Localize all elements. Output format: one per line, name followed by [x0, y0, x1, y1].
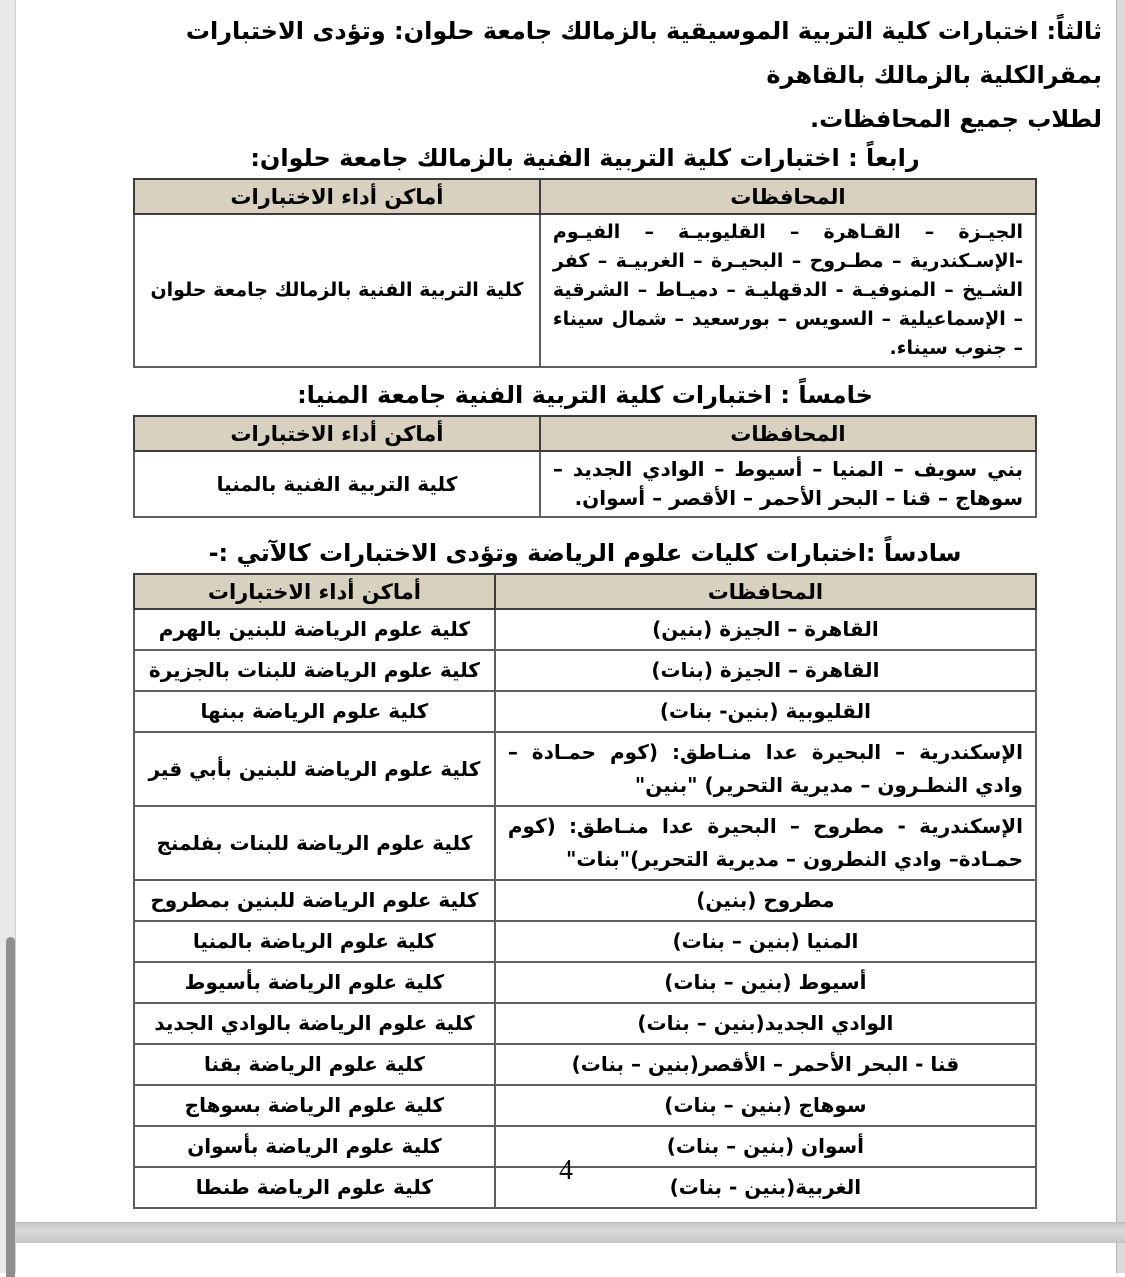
- sport-sciences-table: [133, 573, 1037, 1209]
- page-gap-separator: [0, 1222, 1125, 1243]
- exam-locations-header: أماكن أداء الاختبارات: [134, 179, 540, 214]
- intro-paragraph: [16, 0, 1116, 141]
- governorates-header: المحافظات: [540, 179, 1036, 214]
- governorates-cell: أسيوط (بنين – بنات): [495, 962, 1036, 1003]
- page-content: [16, 0, 1116, 1223]
- table-row: [134, 880, 1036, 921]
- governorates-cell: القاهرة – الجيزة (بنين): [495, 609, 1036, 650]
- exam-location-cell: كلية علوم الرياضة للبنين بالهرم: [134, 609, 495, 650]
- table-row: [134, 609, 1036, 650]
- next-page-top-edge: [16, 1243, 1116, 1273]
- exam-location-cell: كلية علوم الرياضة طنطا: [134, 1167, 495, 1208]
- exam-location-cell: كلية علوم الرياضة بأسوان: [134, 1126, 495, 1167]
- governorates-header: المحافظات: [495, 574, 1036, 609]
- intro-line-1: ثالثاً: اختبارات كلية التربية الموسيقية بالزمالك جامعة حلوان: وتؤدى الاختبارات بمقرالكلية بالزمالك بالقاهرة: [185, 17, 1102, 89]
- document-page: [16, 0, 1116, 1223]
- governorates-cell: القاهرة – الجيزة (بنات): [495, 650, 1036, 691]
- table-header-row: [134, 416, 1036, 451]
- table-body: [134, 214, 1036, 367]
- table-header-row: [134, 179, 1036, 214]
- table-header-row: [134, 574, 1036, 609]
- fine-arts-zamalek-table: [133, 178, 1037, 368]
- heading-fourth-section: رابعاً : اختبارات كلية التربية الفنية بالزمالك جامعة حلوان:: [250, 144, 920, 172]
- table-row: [134, 1085, 1036, 1126]
- exam-location-cell: كلية التربية الفنية بالمنيا: [134, 451, 540, 517]
- governorates-cell: مطروح (بنين): [495, 880, 1036, 921]
- viewer-right-edge: [1116, 0, 1125, 1273]
- exam-location-cell: كلية التربية الفنية بالزمالك جامعة حلوان: [134, 214, 540, 367]
- exam-location-cell: كلية علوم الرياضة بسوهاج: [134, 1085, 495, 1126]
- governorates-cell: الإسكندرية – البحيرة عدا منـاطق: (كوم حمـادة – وادي النطـرون – مديرية التحرير) "بنين": [495, 732, 1036, 806]
- exam-location-cell: كلية علوم الرياضة للبنات بفلمنج: [134, 806, 495, 880]
- exam-location-cell: كلية علوم الرياضة للبنين بأبي قير: [134, 732, 495, 806]
- fine-arts-minia-table: [133, 415, 1037, 518]
- exam-location-cell: كلية علوم الرياضة بالمنيا: [134, 921, 495, 962]
- table-row: [134, 921, 1036, 962]
- table-body: [134, 609, 1036, 1208]
- table-row: [134, 962, 1036, 1003]
- table-body: [134, 451, 1036, 517]
- table-row: [134, 650, 1036, 691]
- governorates-cell: سوهاج (بنين – بنات): [495, 1085, 1036, 1126]
- heading-sixth-section: سادساً :اختبارات كليات علوم الرياضة وتؤدى الاختبارات كالآتي :-: [208, 539, 962, 567]
- exam-locations-header: أماكن أداء الاختبارات: [134, 416, 540, 451]
- table-row: [134, 806, 1036, 880]
- exam-location-cell: كلية علوم الرياضة للبنات بالجزيرة: [134, 650, 495, 691]
- table-row: [134, 451, 1036, 517]
- exam-location-cell: كلية علوم الرياضة بقنا: [134, 1044, 495, 1085]
- exam-location-cell: كلية علوم الرياضة بالوادي الجديد: [134, 1003, 495, 1044]
- exam-location-cell: كلية علوم الرياضة بأسيوط: [134, 962, 495, 1003]
- intro-line-2: لطلاب جميع المحافظات.: [810, 105, 1102, 133]
- governorates-cell: الغربية(بنين - بنات): [495, 1167, 1036, 1208]
- table-row: [134, 214, 1036, 367]
- governorates-cell: المنيا (بنين – بنات): [495, 921, 1036, 962]
- exam-location-cell: كلية علوم الرياضة للبنين بمطروح: [134, 880, 495, 921]
- governorates-cell: أسوان (بنين – بنات): [495, 1126, 1036, 1167]
- table-row: [134, 1003, 1036, 1044]
- table-row: [134, 691, 1036, 732]
- governorates-cell: قنا - البحر الأحمر – الأقصر(بنين – بنات): [495, 1044, 1036, 1085]
- governorates-cell: القليوبية (بنين- بنات): [495, 691, 1036, 732]
- governorates-cell: الجيـزة – القـاهرة – القليوبيـة – الفيـوم -الإسـكندرية – مطـروح – البحيـرة – الغربيـة – كفر الشـيخ – المنوفيـة - الدقهليـة – دميـاط – الشرقية – الإسماعيلية – السويس – بورسعيد – شمال سيناء – جنوب سيناء.: [540, 214, 1036, 367]
- vertical-scrollbar-track[interactable]: [0, 0, 16, 1273]
- governorates-cell: الإسكندرية - مطروح – البحيرة عدا منـاطق: (كوم حمـادة– وادي النطرون – مديرية التحرير)"بنات": [495, 806, 1036, 880]
- governorates-cell: الوادي الجديد(بنين – بنات): [495, 1003, 1036, 1044]
- vertical-scrollbar-thumb[interactable]: [6, 937, 15, 1277]
- exam-location-cell: كلية علوم الرياضة ببنها: [134, 691, 495, 732]
- governorates-cell: بني سويف – المنيا – أسيوط – الوادي الجديد – سوهاج – قنا – البحر الأحمر – الأقصر – أسوان.: [540, 451, 1036, 517]
- exam-locations-header: أماكن أداء الاختبارات: [134, 574, 495, 609]
- table-row: [134, 732, 1036, 806]
- governorates-header: المحافظات: [540, 416, 1036, 451]
- heading-fifth-section: خامساً : اختبارات كلية التربية الفنية جامعة المنيا:: [297, 381, 873, 409]
- table-row: [134, 1044, 1036, 1085]
- page-number: 4: [559, 1155, 573, 1186]
